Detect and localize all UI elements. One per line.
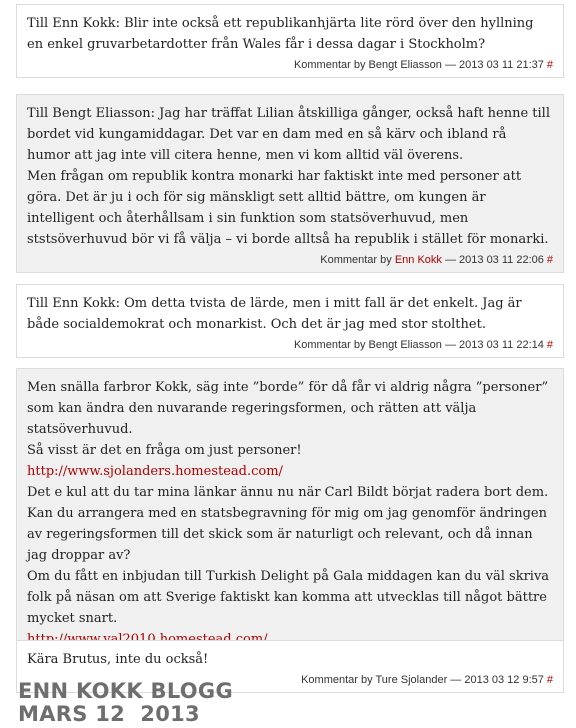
comment-1 <box>16 4 564 78</box>
comment-date: — 2013 03 11 21:37 <box>444 59 544 71</box>
comment-meta <box>27 339 553 351</box>
watermark-date: MARS 12 2013 <box>18 702 200 726</box>
comment-text-part-2: Det e kul att du tar mina länkar ännu nu när Carl Bildt börjat radera bort dem. Kan du arrangera med en statsbegravning för mig om jag genomför ändringen av regeringsformen till det skick som är naturligt och relevant, och då innan jag droppar av? Om du fått en inbjudan till Turkish Delight på Gala middagen kan du väl skriva folk på näsan om att Sverige faktiskt kan komma att utvecklas till något bättre mycket snart. <box>27 485 550 626</box>
meta-prefix: Kommentar by <box>293 339 366 351</box>
blog-watermark <box>18 680 233 726</box>
comment-4 <box>16 368 564 673</box>
comment-text-part-1: Men snälla farbror Kokk, säg inte ”borde” för då får vi aldrig några ”personer” som kan ändra den nuvarande regeringsformen, och rätten att välja statsöverhuvud. Så visst är det en fråga om just personer! <box>27 380 549 458</box>
comment-meta <box>27 254 553 266</box>
watermark-title: ENN KOKK BLOGG <box>18 679 234 703</box>
comment-text: Till Enn Kokk: Blir inte också ett republikanhjärta lite rörd över den hyllning en enkel gruvarbetardotter från Wales får i dessa dagar i Stockholm? <box>27 16 538 52</box>
comment-author: Bengt Eliasson <box>368 59 442 71</box>
meta-prefix: Kommentar by <box>320 254 392 266</box>
permalink-hash[interactable]: # <box>546 674 553 686</box>
comment-text: Kära Brutus, inte du också! <box>27 652 209 667</box>
permalink-hash[interactable]: # <box>546 59 553 71</box>
homepage-link-1[interactable]: http://www.sjolanders.homestead.com/ <box>27 464 283 479</box>
permalink-hash[interactable]: # <box>546 339 553 351</box>
comment-author: Ture Sjolander <box>375 674 448 686</box>
comment-meta <box>27 59 553 71</box>
meta-prefix: Kommentar by <box>293 59 366 71</box>
comment-date: — 2013 03 12 9:57 <box>450 674 544 686</box>
comment-text: Till Enn Kokk: Om detta tvista de lärde, men i mitt fall är det enkelt. Jag är både socialdemokrat och monarkist. Och det är jag med stor stolthet. <box>27 296 526 332</box>
comment-author-link[interactable]: Enn Kokk <box>394 254 442 266</box>
comment-2 <box>16 94 564 273</box>
comment-3 <box>16 284 564 358</box>
permalink-hash[interactable]: # <box>546 254 553 266</box>
meta-prefix: Kommentar by <box>301 674 373 686</box>
comment-date: — 2013 03 11 22:14 <box>444 339 544 351</box>
comment-author: Bengt Eliasson <box>368 339 442 351</box>
comment-text: Till Bengt Eliasson: Jag har träffat Lilian åtskilliga gånger, också haft henne till bordet vid kungamiddagar. Det var en dam med en så kärv och ibland rå humor att jag inte vill citera henne, men vi kom alltid väl överens. Men frågan om republik kontra monarki har faktiskt inte med personer att göra. Det är ju i och för sig mänskligt sett alltid bättre, om kungen är intelligent och återhållsam i sin funktion som statsöverhuvud, men ststsöverhuvud bör vi få välja – vi borde alltså ha republik i stället för monarki. <box>27 106 550 247</box>
comment-date: — 2013 03 11 22:06 <box>444 254 544 266</box>
